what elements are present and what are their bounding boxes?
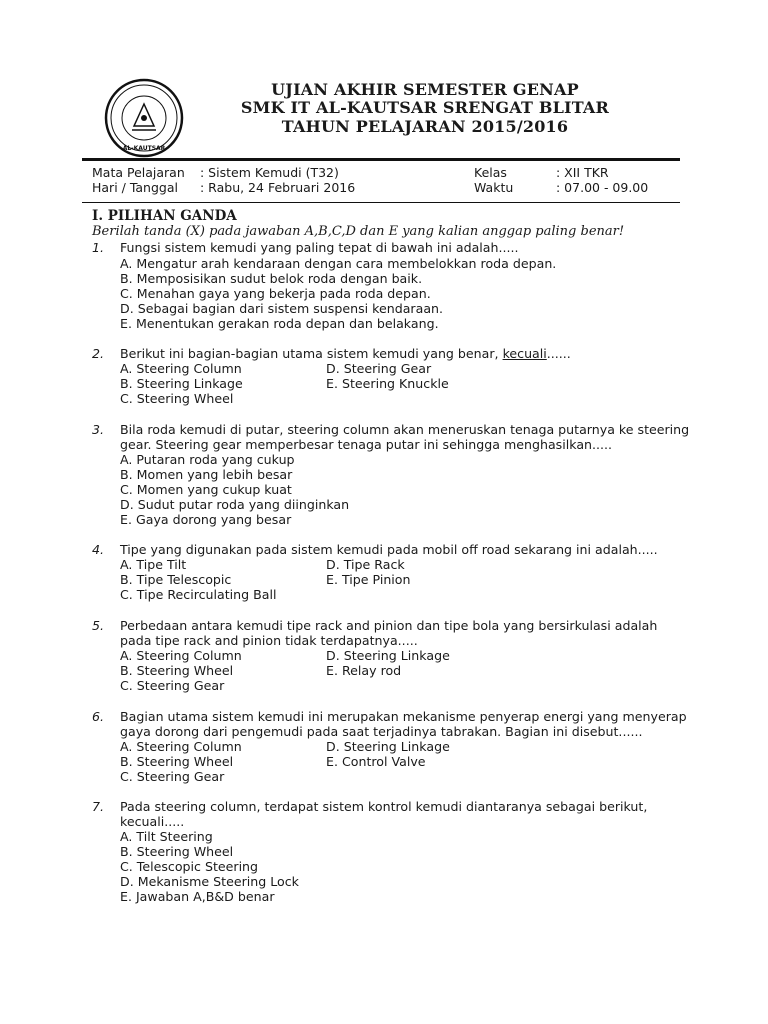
option-d: D. Tipe Rack: [326, 557, 405, 572]
question-number: 7.: [92, 799, 105, 814]
subject-value: : Sistem Kemudi (T32): [200, 165, 339, 180]
academic-year: TAHUN PELAJARAN 2015/2016: [281, 117, 569, 136]
option-c: C. Menahan gaya yang bekerja pada roda depan.: [120, 286, 431, 301]
exam-title: UJIAN AKHIR SEMESTER GENAP: [271, 80, 579, 99]
date-label: Hari / Tanggal: [92, 180, 178, 195]
question-text-line-1: Bila roda kemudi di putar, steering column akan meneruskan tenaga putarnya ke steering: [120, 422, 690, 437]
option-b: B. Steering Wheel: [120, 754, 234, 769]
option-a: A. Steering Column: [120, 361, 242, 376]
question-text: Tipe yang digunakan pada sistem kemudi pada mobil off road sekarang ini adalah.....: [120, 542, 658, 557]
option-b: B. Momen yang lebih besar: [120, 467, 293, 482]
header-divider-thick: [82, 158, 680, 161]
option-b: B. Steering Wheel: [120, 844, 234, 859]
question-text-line-1: Pada steering column, terdapat sistem kontrol kemudi diantaranya sebagai berikut,: [120, 799, 648, 814]
option-d: D. Mekanisme Steering Lock: [120, 874, 299, 889]
question-number: 6.: [92, 709, 105, 724]
option-e: E. Tipe Pinion: [326, 572, 411, 587]
option-b: B. Memposisikan sudut belok roda dengan baik.: [120, 271, 423, 286]
option-c: C. Steering Gear: [120, 678, 225, 693]
question-text-line-2: gear. Steering gear memperbesar tenaga putar ini sehingga menghasilkan.....: [120, 437, 613, 452]
question-text-line-1: Bagian utama sistem kemudi ini merupakan mekanisme penyerap energi yang menyerap: [120, 709, 687, 724]
time-value: : 07.00 - 09.00: [556, 180, 649, 195]
option-a: A. Tipe Tilt: [120, 557, 187, 572]
option-b: B. Steering Linkage: [120, 376, 243, 391]
question-text-line-2: pada tipe rack and pinion tidak terdapatnya.....: [120, 633, 418, 648]
option-e: E. Jawaban A,B&D benar: [120, 889, 275, 904]
subject-label: Mata Pelajaran: [92, 165, 185, 180]
question-text: Fungsi sistem kemudi yang paling tepat di bawah ini adalah.....: [120, 240, 519, 255]
option-d: D. Steering Linkage: [326, 739, 450, 754]
option-a: A. Mengatur arah kendaraan dengan cara membelokkan roda depan.: [120, 256, 557, 271]
option-c: C. Tipe Recirculating Ball: [120, 587, 277, 602]
school-name: SMK IT AL-KAUTSAR SRENGAT BLITAR: [240, 98, 610, 117]
option-c: C. Steering Wheel: [120, 391, 234, 406]
option-d: D. Sudut putar roda yang diinginkan: [120, 497, 350, 512]
option-b: B. Steering Wheel: [120, 663, 234, 678]
option-c: C. Momen yang cukup kuat: [120, 482, 292, 497]
option-e: E. Relay rod: [326, 663, 402, 678]
info-divider: [82, 202, 680, 203]
option-c: C. Steering Gear: [120, 769, 225, 784]
option-b: B. Tipe Telescopic: [120, 572, 232, 587]
option-a: A. Putaran roda yang cukup: [120, 452, 295, 467]
question-number: 1.: [92, 240, 105, 255]
question-number: 4.: [92, 542, 105, 557]
question-text-line-2: gaya dorong dari pengemudi pada saat terjadinya tabrakan. Bagian ini disebut......: [120, 724, 643, 739]
svg-text:AL-KAUTSAR: AL-KAUTSAR: [122, 145, 166, 152]
question-number: 5.: [92, 618, 105, 633]
section-title: I. PILIHAN GANDA: [92, 208, 237, 224]
question-text-line-2: kecuali.....: [120, 814, 185, 829]
option-d: D. Sebagai bagian dari sistem suspensi kendaraan.: [120, 301, 444, 316]
time-label: Waktu: [474, 180, 514, 195]
question-text-line-1: Perbedaan antara kemudi tipe rack and pinion dan tipe bola yang bersirkulasi adalah: [120, 618, 658, 633]
question-number: 3.: [92, 422, 105, 437]
question-number: 2.: [92, 346, 105, 361]
option-a: A. Steering Column: [120, 739, 242, 754]
option-e: E. Control Valve: [326, 754, 426, 769]
option-e: E. Menentukan gerakan roda depan dan belakang.: [120, 316, 439, 331]
option-d: D. Steering Gear: [326, 361, 432, 376]
option-c: C. Telescopic Steering: [120, 859, 259, 874]
option-e: E. Gaya dorong yang besar: [120, 512, 292, 527]
option-a: A. Steering Column: [120, 648, 242, 663]
date-value: : Rabu, 24 Februari 2016: [200, 180, 356, 195]
class-value: : XII TKR: [556, 165, 609, 180]
underlined-kecuali: kecuali: [502, 346, 547, 361]
question-text: Berikut ini bagian-bagian utama sistem kemudi yang benar, kecuali......: [120, 346, 571, 361]
option-e: E. Steering Knuckle: [326, 376, 449, 391]
instruction-text: Berilah tanda (X) pada jawaban A,B,C,D dan E yang kalian anggap paling benar!: [92, 224, 625, 239]
option-a: A. Tilt Steering: [120, 829, 213, 844]
class-label: Kelas: [474, 165, 507, 180]
option-d: D. Steering Linkage: [326, 648, 450, 663]
